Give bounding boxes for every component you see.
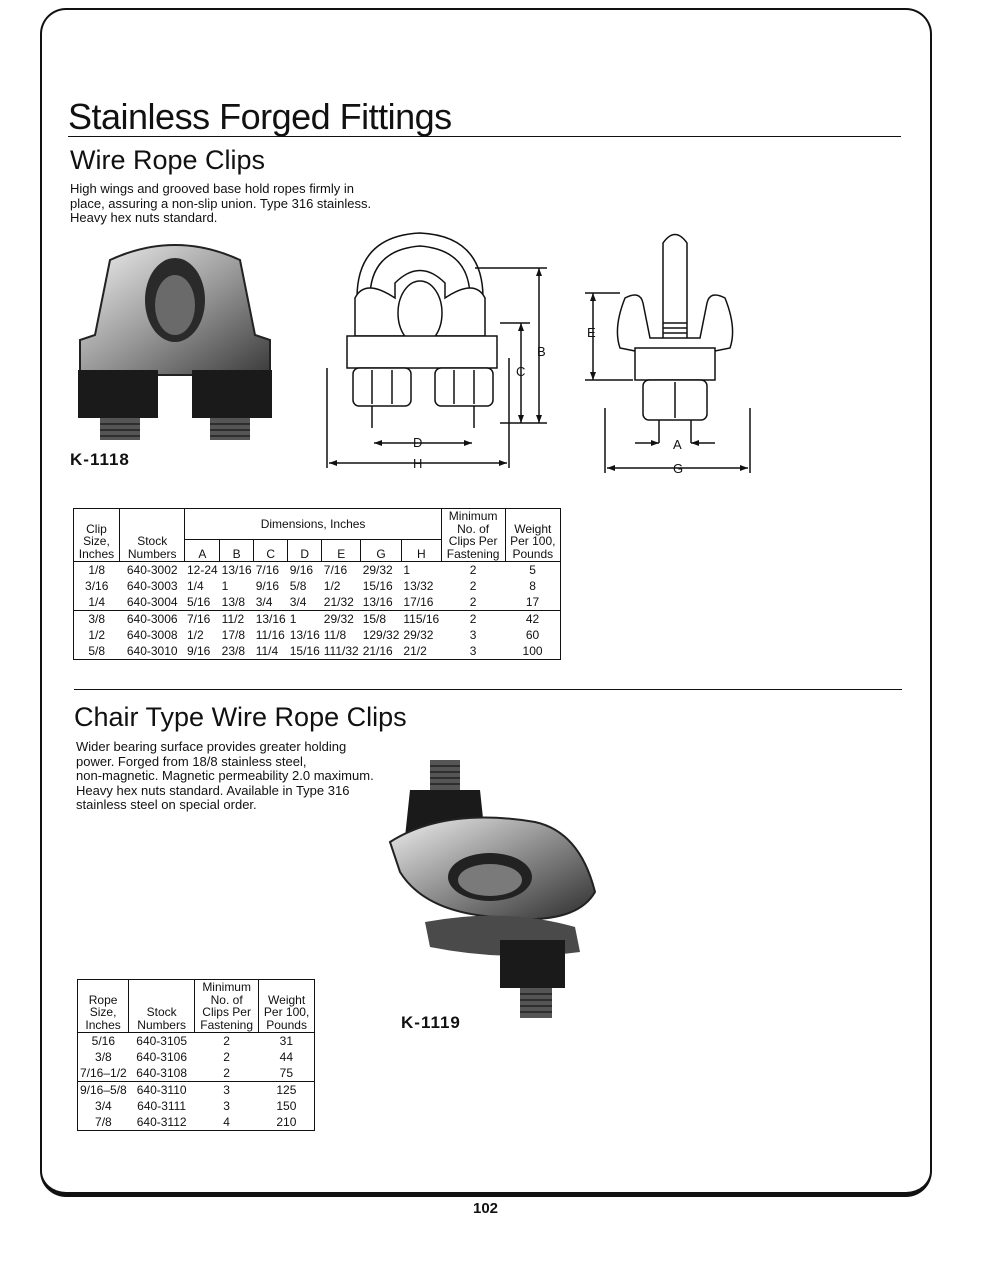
dimension-label-d: D [413, 435, 423, 450]
description-line: Heavy hex nuts standard. [70, 210, 218, 225]
cell-c: 11/16 [255, 628, 285, 642]
cell-stock: 640-3105 [136, 1034, 187, 1048]
cell-size: 1/2 [74, 627, 120, 643]
cell-b: 13/8 [221, 595, 246, 609]
page-title: Stainless Forged Fittings [68, 96, 452, 137]
dimension-label-g: G [673, 461, 684, 476]
header-col-e: E [322, 540, 361, 562]
table-row [74, 611, 561, 628]
cell-size: 7/16–1/2 [78, 1065, 129, 1082]
cell-e: 11/8 [323, 628, 347, 642]
k1118-clip-photo [70, 240, 280, 445]
header-weight: Weight Per 100, Pounds [259, 980, 315, 1033]
cell-c: 11/4 [255, 644, 279, 658]
k1118-front-diagram [325, 228, 555, 473]
cell-e: 111/32 [323, 644, 359, 658]
table-row [78, 1082, 315, 1099]
cell-b: 17/8 [221, 628, 246, 642]
cell-a: 1/2 [186, 628, 204, 642]
wire-rope-clips-table [73, 508, 561, 660]
cell-h: 21/2 [403, 644, 427, 658]
cell-g: 29/32 [362, 563, 393, 577]
cell-c: 7/16 [255, 563, 280, 577]
dimension-label-c: C [516, 364, 526, 379]
cell-min: 3 [195, 1082, 259, 1099]
cell-d: 9/16 [289, 563, 314, 577]
cell-stock: 640-3108 [136, 1066, 187, 1080]
table-row [74, 627, 561, 643]
cell-a: 7/16 [185, 611, 220, 628]
header-min-clips: Minimum No. of Clips Per Fastening [195, 980, 259, 1033]
header-col-b: B [220, 540, 254, 562]
description-line: power. Forged from 18/8 stainless steel, [76, 753, 307, 769]
k1119-model-label: K-1119 [401, 1013, 461, 1032]
cell-stock: 640-3110 [129, 1082, 195, 1099]
chair-type-clips-heading: Chair Type Wire Rope Clips [74, 702, 407, 732]
k1119-clip-photo [385, 752, 610, 1027]
k1118-model-label: K-1118 [70, 450, 130, 469]
dimension-label-e: E [587, 325, 596, 340]
cell-size: 9/16–5/8 [78, 1082, 129, 1099]
cell-min: 2 [223, 1034, 230, 1048]
cell-a: 5/16 [186, 595, 211, 609]
cell-min: 2 [223, 1066, 230, 1080]
wire-rope-clips-description [70, 182, 371, 226]
cell-weight: 42 [505, 611, 560, 628]
cell-weight: 100 [505, 643, 560, 660]
header-dimensions: Dimensions, Inches [185, 509, 441, 540]
cell-size: 3/16 [74, 578, 120, 594]
header-rope-size: Rope Size, Inches [78, 980, 129, 1033]
cell-min: 2 [441, 611, 505, 628]
cell-e: 1/2 [323, 579, 341, 593]
cell-weight: 5 [505, 562, 560, 579]
cell-g: 13/16 [362, 595, 393, 609]
cell-h: 115/16 [403, 612, 440, 626]
cell-min: 2 [469, 579, 477, 593]
cell-size: 3/4 [78, 1098, 129, 1114]
title-rule [68, 136, 901, 137]
header-stock-numbers: Stock Numbers [119, 509, 185, 562]
wire-rope-clips-heading: Wire Rope Clips [70, 145, 266, 175]
cell-weight: 150 [259, 1098, 315, 1114]
table-row [78, 1098, 315, 1114]
cell-min: 3 [469, 644, 477, 658]
cell-stock: 640-3004 [126, 595, 178, 609]
cell-h: 1 [403, 563, 411, 577]
cell-weight: 31 [259, 1033, 315, 1050]
description-line: non-magnetic. Magnetic permeability 2.0 maximum. [76, 768, 374, 783]
description-line: Wider bearing surface provides greater holding [76, 739, 347, 754]
cell-e: 7/16 [323, 563, 348, 577]
cell-weight: 44 [259, 1049, 315, 1065]
header-col-h: H [401, 540, 441, 562]
cell-e: 21/32 [323, 595, 354, 609]
cell-d: 3/4 [289, 595, 307, 609]
header-weight: Weight Per 100, Pounds [505, 509, 560, 562]
cell-stock: 640-3008 [126, 628, 178, 642]
cell-a: 9/16 [186, 644, 211, 658]
cell-stock: 640-3002 [126, 563, 178, 577]
header-clip-size: Clip Size, Inches [74, 509, 120, 562]
table-row [74, 643, 561, 660]
table-row [78, 1114, 315, 1131]
cell-b: 23/8 [221, 644, 246, 658]
cell-weight: 210 [259, 1114, 315, 1131]
header-min-clips: Minimum No. of Clips Per Fastening [441, 509, 505, 562]
table-row [74, 578, 561, 594]
cell-g: 15/8 [361, 611, 402, 628]
cell-min: 2 [469, 563, 477, 577]
cell-min: 4 [223, 1115, 230, 1129]
cell-d: 15/16 [289, 644, 320, 658]
cell-min: 3 [223, 1099, 230, 1113]
cell-size: 5/16 [78, 1033, 129, 1050]
table-row [74, 594, 561, 611]
dimension-label-a: A [673, 437, 682, 452]
description-line: High wings and grooved base hold ropes firmly in [70, 181, 354, 196]
cell-weight: 8 [505, 578, 560, 594]
cell-size: 1/8 [74, 562, 120, 579]
cell-b: 13/16 [221, 563, 252, 577]
cell-min: 2 [223, 1050, 230, 1064]
cell-h: 29/32 [403, 628, 434, 642]
cell-min: 2 [469, 595, 477, 609]
cell-size: 3/8 [78, 1049, 129, 1065]
header-col-g: G [361, 540, 402, 562]
cell-g: 21/16 [362, 644, 393, 658]
chair-type-clips-description [76, 740, 374, 813]
cell-weight: 125 [259, 1082, 315, 1099]
cell-weight: 75 [259, 1065, 315, 1082]
table-row [78, 1033, 315, 1050]
dimension-label-b: B [537, 344, 546, 359]
cell-b: 11/2 [220, 611, 254, 628]
table-row [74, 562, 561, 579]
section-divider [74, 689, 902, 690]
cell-weight: 17 [505, 594, 560, 611]
cell-c: 13/16 [255, 612, 286, 626]
cell-b: 1 [221, 579, 229, 593]
page-number: 102 [473, 1200, 499, 1217]
cell-stock: 640-3010 [126, 644, 178, 658]
cell-size: 7/8 [78, 1114, 129, 1131]
cell-h: 17/16 [403, 595, 434, 609]
table-row [78, 1049, 315, 1065]
dimension-label-h: H [413, 456, 423, 471]
cell-h: 13/32 [403, 579, 434, 593]
cell-d: 1 [288, 611, 322, 628]
chair-type-clips-table [77, 979, 315, 1131]
cell-g: 129/32 [362, 628, 400, 642]
cell-size: 5/8 [74, 643, 120, 660]
cell-g: 15/16 [362, 579, 393, 593]
cell-e: 29/32 [322, 611, 361, 628]
cell-d: 5/8 [289, 579, 307, 593]
description-line: stainless steel on special order. [76, 797, 257, 812]
cell-d: 13/16 [289, 628, 320, 642]
cell-size: 3/8 [74, 611, 120, 628]
cell-weight: 60 [505, 627, 560, 643]
header-col-a: A [185, 540, 220, 562]
cell-stock: 640-3111 [137, 1099, 187, 1113]
cell-c: 9/16 [255, 579, 280, 593]
cell-stock: 640-3003 [126, 579, 178, 593]
cell-stock: 640-3106 [136, 1050, 187, 1064]
description-line: place, assuring a non-slip union. Type 316 stainless. [70, 195, 372, 211]
table-row [78, 1065, 315, 1082]
description-line: Heavy hex nuts standard. Available in Type 316 [76, 782, 350, 798]
cell-a: 12-24 [186, 563, 218, 577]
cell-size: 1/4 [74, 594, 120, 611]
cell-stock: 640-3112 [136, 1115, 187, 1129]
cell-c: 3/4 [255, 595, 273, 609]
cell-min: 3 [469, 628, 477, 642]
header-col-d: D [288, 540, 322, 562]
cell-a: 1/4 [186, 579, 204, 593]
cell-stock: 640-3006 [119, 611, 185, 628]
header-col-c: C [254, 540, 288, 562]
header-stock-numbers: Stock Numbers [129, 980, 195, 1033]
